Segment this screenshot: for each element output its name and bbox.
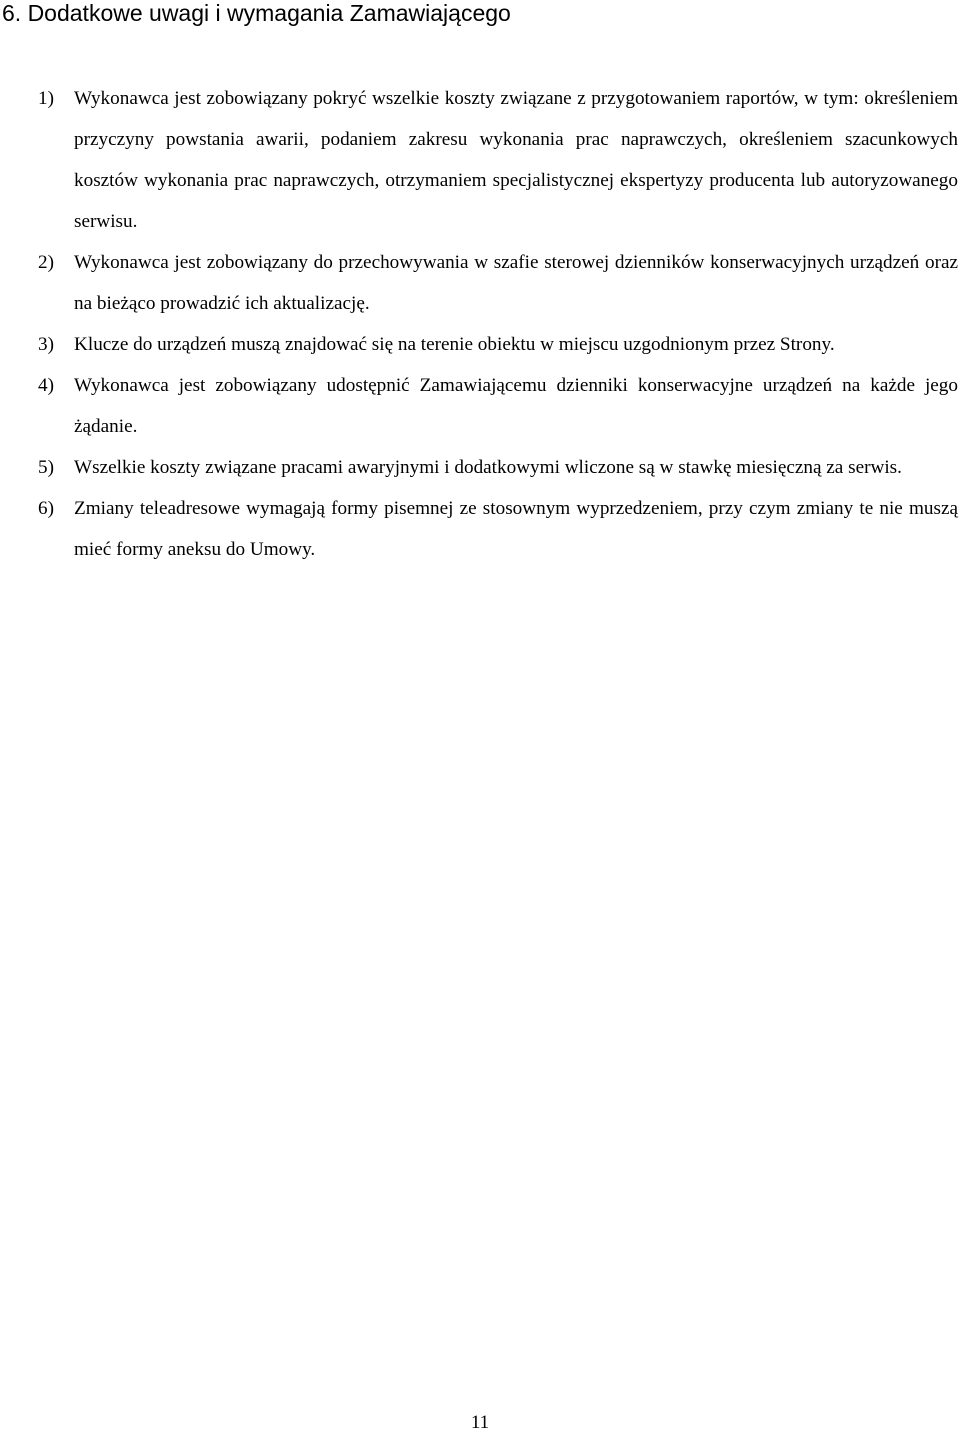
clause-number: 2) (38, 252, 54, 273)
clause-text: Zmiany teleadresowe wymagają formy pisemnej ze stosownym wyprzedzeniem, przy czym zmiany te nie muszą mieć formy aneksu do Umowy. (74, 498, 958, 560)
clause-item (38, 447, 958, 488)
clause-item (38, 365, 958, 447)
clause-text: Wszelkie koszty związane pracami awaryjnymi i dodatkowymi wliczone są w stawkę miesięczną za serwis. (74, 457, 902, 478)
section-heading: 6. Dodatkowe uwagi i wymagania Zamawiającego (2, 0, 511, 26)
clause-item (38, 324, 958, 365)
clause-number: 4) (38, 375, 54, 396)
clause-text: Wykonawca jest zobowiązany pokryć wszelkie koszty związane z przygotowaniem raportów, w tym: określeniem przyczyny powstania awarii, podaniem zakresu wykonania prac naprawczych, określeniem szacunkowych kosztów wykonania prac naprawczych, otrzymaniem specjalistycznej ekspertyzy producenta lub autoryzowanego serwisu. (74, 88, 958, 232)
clause-text: Klucze do urządzeń muszą znajdować się na terenie obiektu w miejscu uzgodnionym przez Strony. (74, 334, 835, 355)
clause-number: 1) (38, 88, 54, 109)
clause-number: 6) (38, 498, 54, 519)
clause-text: Wykonawca jest zobowiązany do przechowywania w szafie sterowej dzienników konserwacyjnych urządzeń oraz na bieżąco prowadzić ich aktualizację. (74, 252, 958, 314)
clause-text: Wykonawca jest zobowiązany udostępnić Zamawiającemu dzienniki konserwacyjne urządzeń na każde jego żądanie. (74, 375, 958, 437)
clause-item (38, 242, 958, 324)
clause-list (38, 78, 958, 570)
clause-item (38, 488, 958, 570)
clause-number: 5) (38, 457, 54, 478)
page-number: 11 (470, 1412, 490, 1433)
clause-item (38, 78, 958, 242)
clause-number: 3) (38, 334, 54, 355)
